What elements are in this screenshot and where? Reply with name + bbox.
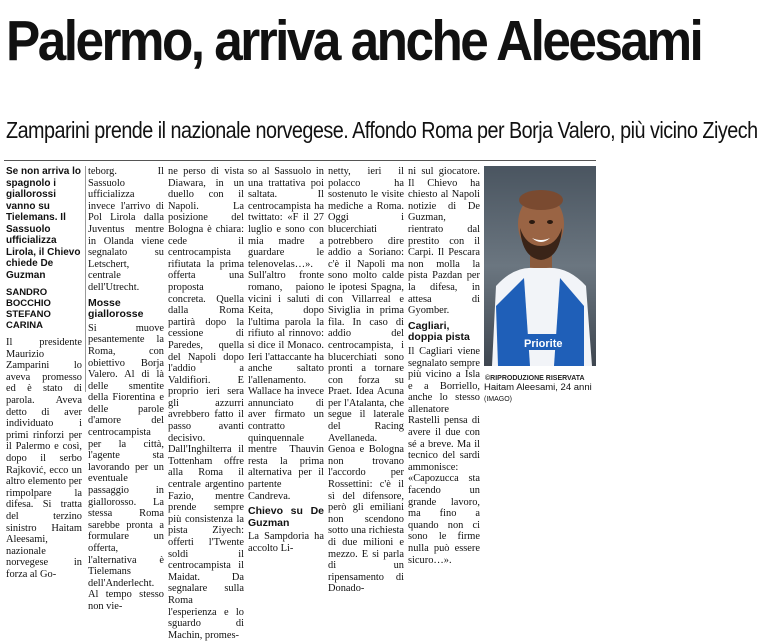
column-1 <box>6 166 82 580</box>
paragraph: netty, ieri il polacco ha sostenuto le visite mediche a Roma. Oggi i blucerchiati potrebbero dire addio a Soriano: c'è il Napoli ma sono molto calde le ipotesi Spagna, con Villarreal e Siviglia in prima fila. In caso di addio del centrocampista, i blucerchiati sono pronti a tornare con forza su Praet. Idea Acuna per l'Atalanta, che segue il laterale del Racing Avellaneda. Genoa e Bologna non trovano l'accordo per Rossettini: c'è il sì del difensore, però gli emiliani non scendono sotto una richiesta di due milioni e mezzo. E si parla di un ripensamento di Donado- <box>328 166 404 595</box>
paragraph: Il Cagliari viene segnalato sempre più vicino a Isla e a Borriello, anche lo stesso allenatore Rastelli pensa di avere il due con sé a breve. Ma il tecnico del sardi ammonisce: «Capozucca sta facendo un grande lavoro, ma fino a quando non ci sono le firme nulla può essere sicuro…». <box>408 345 480 566</box>
player-photo-image <box>484 166 596 366</box>
photo-caption-text: Haitam Aleesami, 24 anni <box>484 382 592 393</box>
column-4 <box>248 166 324 554</box>
column-5 <box>328 166 404 595</box>
photo-caption-source: (IMAGO) <box>484 396 512 403</box>
section-heading: Mosse giallorosse <box>88 296 144 321</box>
photo-credit: ©RIPRODUZIONE RISERVATA <box>485 375 585 382</box>
column-6 <box>408 166 480 566</box>
paragraph: ne perso di vista Diawara, in un duello con il Napoli. La posizione del Bologna è chiara: cede il centrocampista rifiutata la prima offerta una proposta concreta. Quella dalla Roma partirà dopo la cessione di Paredes, quella del Napoli dopo l'addio a Valdifiori. E proprio ieri sera gli azzurri avrebbero fatto il passo avanti decisivo. Dall'Inghilterra il Tottenham offre alla Roma il centrale argentino Fazio, mentre prende sempre più consistenza la pista Ziyech: offerti l'Twente soldi il centrocampista il Maidat. Da segnalare sulla Roma l'esperienza e lo sguardo di Machin, promes- <box>168 166 244 641</box>
headline: Palermo, arriva anche Aleesami <box>6 9 702 73</box>
paragraph: La Sampdoria ha accolto Li- <box>248 531 324 554</box>
section-heading: Chievo su De Guzman <box>248 505 324 529</box>
section-heading: Cagliari, doppia pista <box>408 319 470 344</box>
column-divider <box>85 166 86 392</box>
paragraph: ni sul giocatore. Il Chievo ha chiesto al Napoli notizie di De Guzman, rientrato dal prestito con il Carpi. Il Pescara non molla la pista Pazdan per la difesa, in attesa di Gyomber. <box>408 166 480 317</box>
author-name: STEFANO CARINA <box>6 309 51 331</box>
player-photo <box>484 166 596 366</box>
divider <box>4 160 596 161</box>
column-2 <box>88 166 164 612</box>
column-3 <box>168 166 244 641</box>
teaser: Se non arriva lo spagnolo i giallorossi vanno su Tielemans. Il Sassuolo ufficializza Lirola, il Chievo chiede De Guzman <box>6 166 82 281</box>
author-name: SANDRO BOCCHIO <box>6 287 51 309</box>
subheadline: Zamparini prende il nazionale norvegese. Affondo Roma per Borja Valero, più vicino Ziyech <box>6 117 758 143</box>
paragraph: Il presidente Maurizio Zamparini lo aveva promesso ed è stato di parola. Aveva detto di aver individuato i primi rinforzi per il Palermo e così, dopo il serbo Rajković, ecco un altro elemento per rimpolpare la difesa. Si tratta del terzino sinistro Haitam Aleesami, nazionale norvegese in forza al Go- <box>6 337 82 580</box>
jersey-sponsor-text: Priorite <box>524 338 563 350</box>
byline <box>6 287 82 331</box>
photo-caption <box>484 382 596 404</box>
paragraph: so al Sassuolo in una trattativa poi saltata. Il centrocampista ha twittato: «F il 27 luglio e sono con mia madre a guardare le telenovelas…». Sull'altro fronte romano, paiono vicini i saluti di Keita, dopo l'ultima parola la rifiuto al rinnovo: si dice il Monaco. Ieri l'attaccante ha anche saltato l'allenamento. Wallace ha invece annunciato di aver firmato un contratto quinquennale mentre Thauvin resta la prima alternativa per il partente Candreva. <box>248 166 324 502</box>
paragraph: teborg. Il Sassuolo ufficializza invece l'arrivo di Pol Lirola dalla Juventus mentre in Olanda viene segnalato su Letschert, centrale dell'Utrecht. <box>88 166 164 293</box>
paragraph: Si muove pesantemente la Roma, con obiettivo Borja Valero. Al di là delle smentite della Fiorentina e delle parole d'amore del centrocampista per la città, l'agente sta lavorando per un eventuale passaggio in giallorosso. La stessa Roma sarebbe pronta a formulare un offerta, l'alternativa è Tielemans dell'Anderlecht. Al tempo stesso non vie- <box>88 322 164 612</box>
